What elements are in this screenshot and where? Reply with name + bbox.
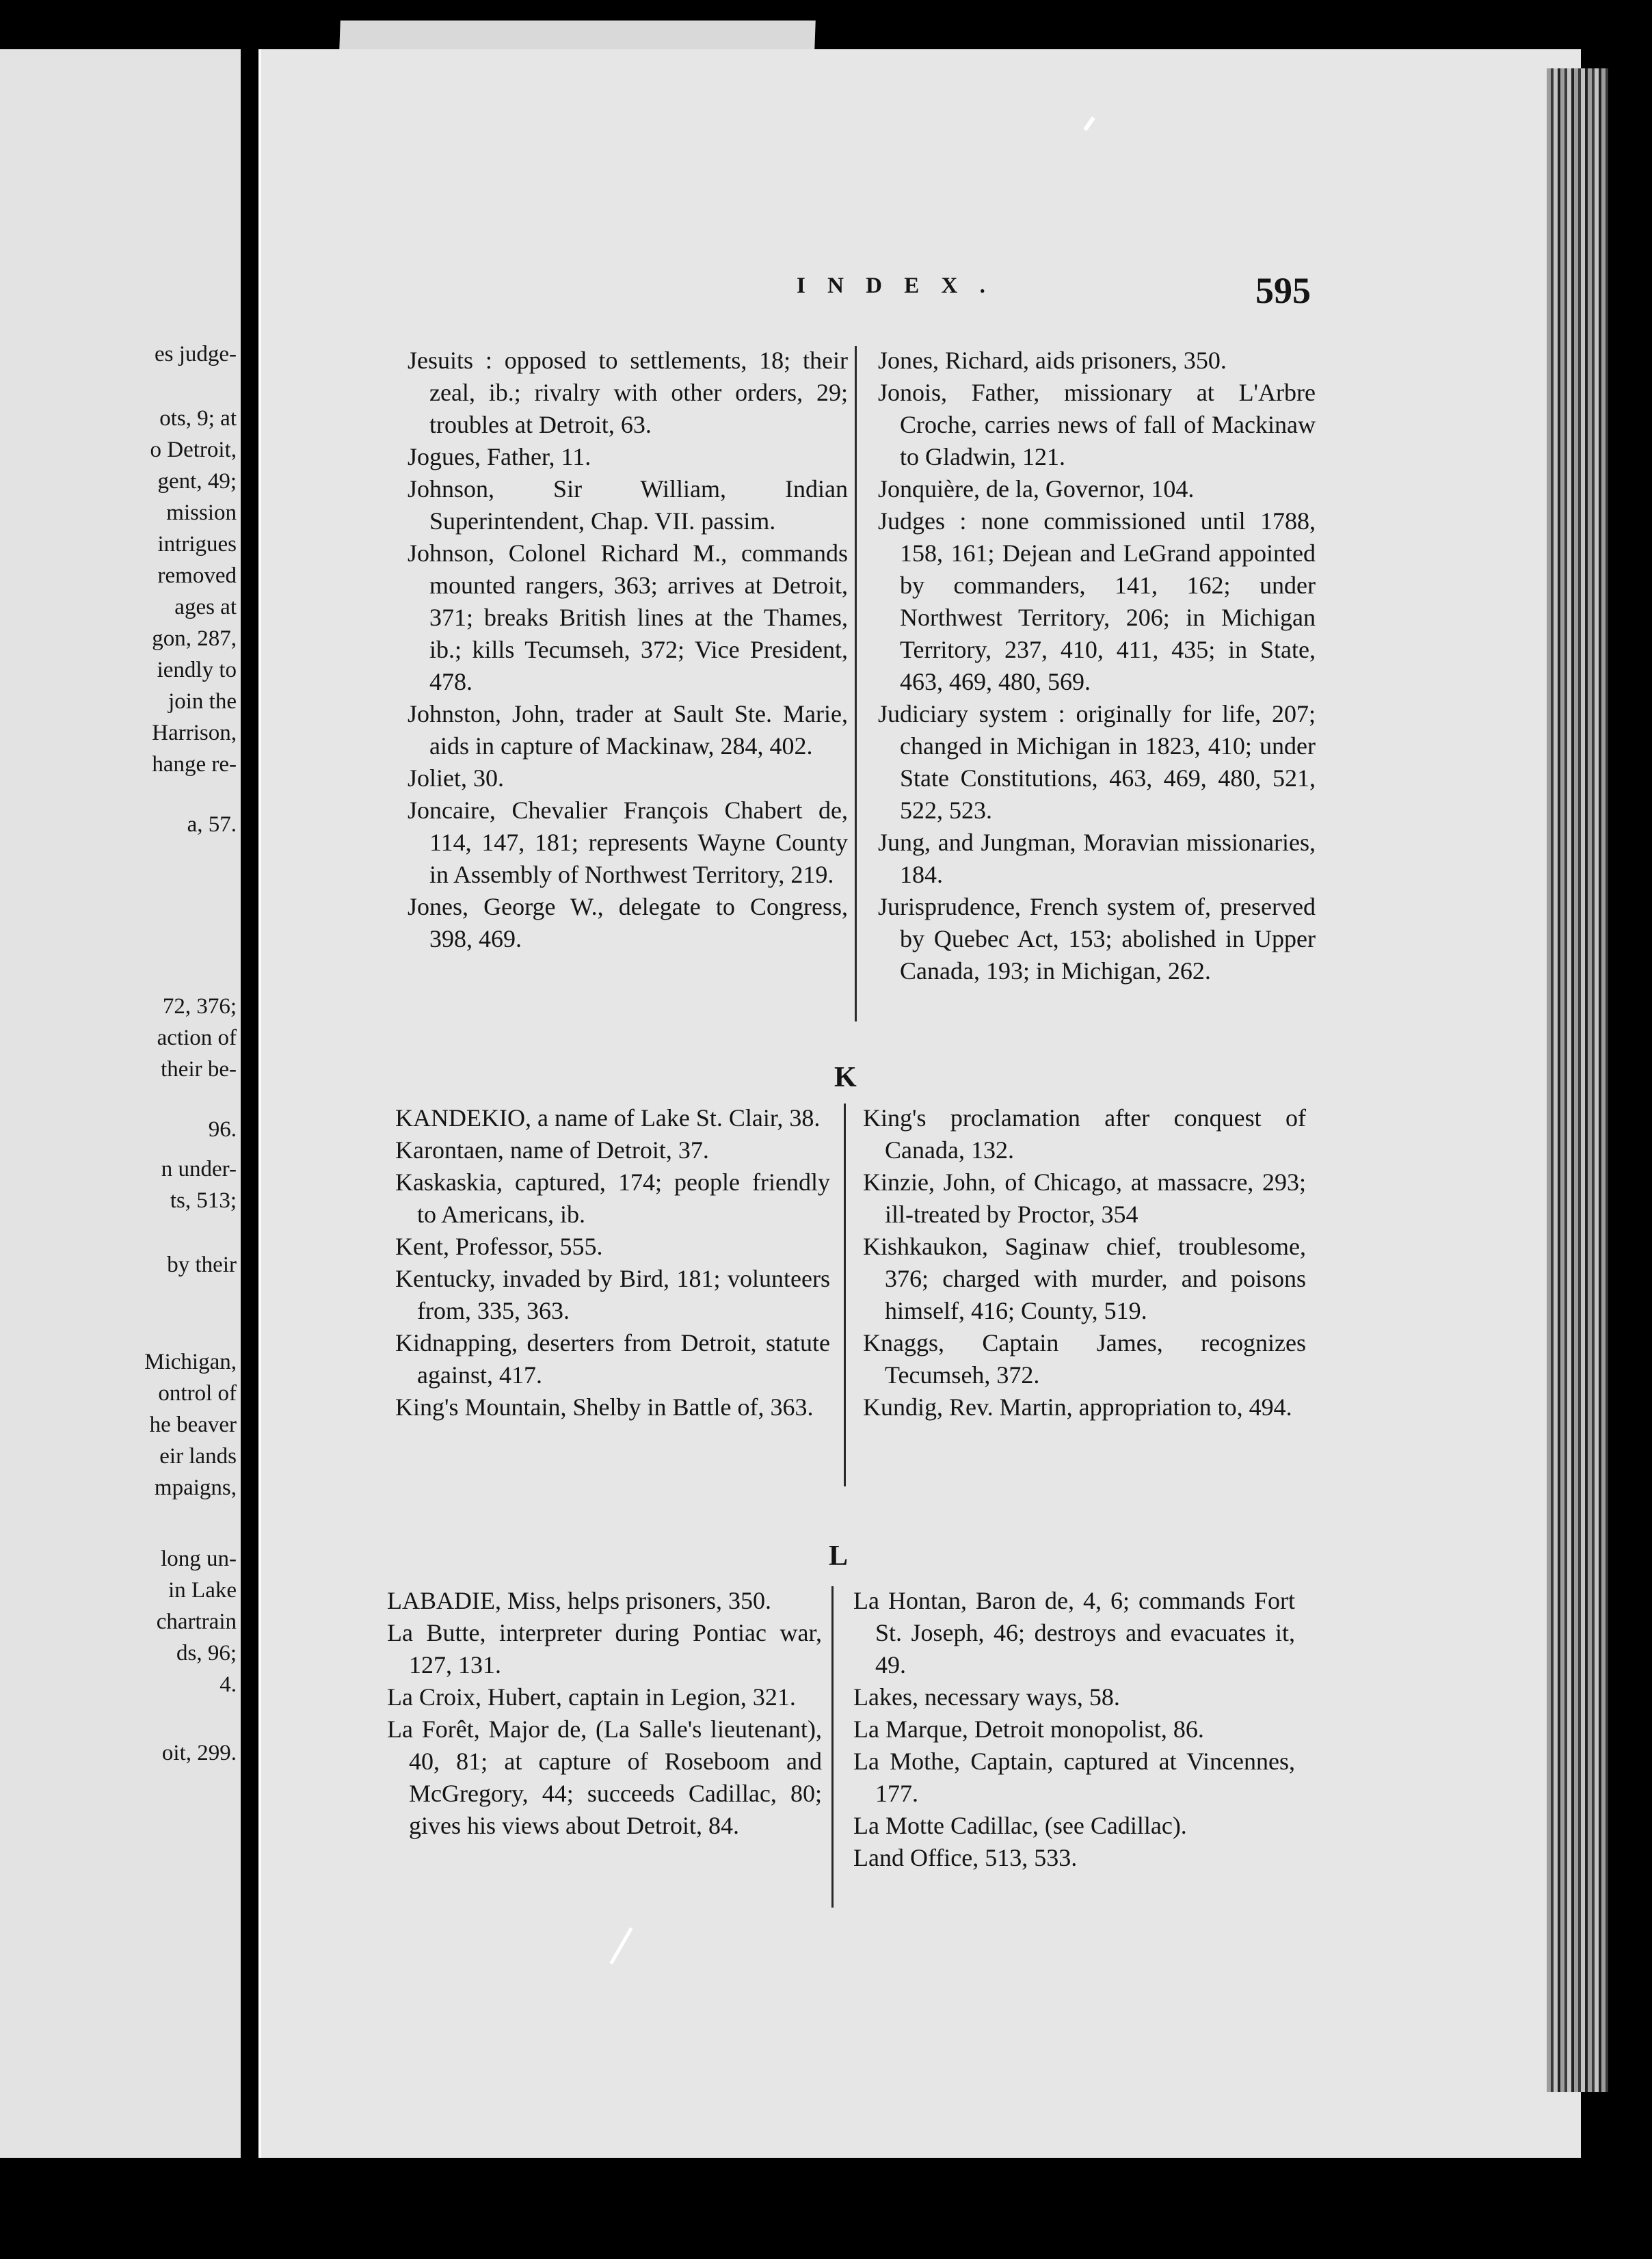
index-entry: La Forêt, Major de, (La Salle's lieutenant), 40, 81; at capture of Roseboom and McGregory, 44; succeeds Cadillac, 80; gives his views about Detroit, 84. [387,1715,822,1839]
page-edges [1547,68,1608,2092]
index-entry: Jurisprudence, French system of, preserved by Quebec Act, 153; abolished in Upper Canada, 193; in Michigan, 262. [878,893,1316,985]
fragment-line: ages at [174,595,237,619]
facing-page-fragment [0,49,241,2158]
section-letter-l: L [829,1540,849,1572]
section-letter-k: K [834,1062,857,1093]
index-entry: Lakes, necessary ways, 58. [853,1683,1120,1711]
index-entry: Judges : none commissioned until 1788, 158, 161; Dejean and LeGrand appointed by commanders, 141, 162; under Northwest Territory, 206; in Michigan Territory, 237, 410, 411, 435; in State, 463, 469, 480, 569. [878,507,1316,695]
l-left-column [387,1585,822,1842]
fragment-line: ts, 513; [170,1188,237,1213]
index-entry: Jonois, Father, missionary at L'Arbre Croche, carries news of fall of Mackinaw to Gladwin, 121. [878,379,1316,470]
index-entry: Jogues, Father, 11. [408,443,591,470]
fragment-line: by their [167,1253,237,1277]
j-left-column [408,345,848,955]
fragment-line: Harrison, [152,721,237,745]
fragment-line: intrigues [157,532,237,557]
fragment-line: mission [166,500,237,525]
fragment-line: es judge- [154,342,237,366]
index-entry: Jesuits : opposed to settlements, 18; their zeal, ib.; rivalry with other orders, 29; troubles at Detroit, 63. [408,347,848,438]
index-entry: Kentucky, invaded by Bird, 181; volunteers from, 335, 363. [395,1265,830,1324]
page-tab [339,21,816,51]
fragment-line: mpaigns, [154,1475,237,1500]
fragment-line: o Detroit, [150,438,237,462]
index-entry: La Butte, interpreter during Pontiac war, 127, 131. [387,1619,822,1679]
index-entry: Kaskaskia, captured, 174; people friendly to Americans, ib. [395,1168,830,1228]
index-entry: Kishkaukon, Saginaw chief, troublesome, 376; charged with murder, and poisons himself, 416; County, 519. [863,1233,1306,1324]
fragment-line: Michigan, [144,1350,237,1374]
index-entry: Joliet, 30. [408,764,504,792]
index-entry: Kent, Professor, 555. [395,1233,603,1260]
index-entry: Knaggs, Captain James, recognizes Tecumseh, 372. [863,1329,1306,1389]
k-right-column [863,1102,1306,1423]
index-entry: KANDEKIO, a name of Lake St. Clair, 38. [395,1104,821,1132]
fragment-line: gent, 49; [157,469,237,494]
l-right-column [853,1585,1295,1874]
index-entry: Kinzie, John, of Chicago, at massacre, 293; ill-treated by Proctor, 354 [863,1168,1306,1228]
j-right-column [878,345,1316,987]
fragment-line: their be- [161,1057,237,1082]
column-rule [844,1104,846,1486]
index-entry: Johnson, Sir William, Indian Superintendent, Chap. VII. passim. [408,475,848,535]
index-entry: LABADIE, Miss, helps prisoners, 350. [387,1587,771,1614]
column-rule [831,1586,834,1908]
index-entry: Jones, Richard, aids prisoners, 350. [878,347,1227,374]
fragment-line: action of [157,1026,237,1050]
index-entry: Joncaire, Chevalier François Chabert de, 114, 147, 181; represents Wayne County in Assembly of Northwest Territory, 219. [408,797,848,888]
index-entry: Land Office, 513, 533. [853,1844,1078,1871]
index-entry: Johnston, John, trader at Sault Ste. Marie, aids in capture of Mackinaw, 284, 402. [408,700,848,760]
index-entry: Jung, and Jungman, Moravian missionaries, 184. [878,829,1316,888]
page-number: 595 [1255,270,1311,311]
index-entry: Johnson, Colonel Richard M., commands mounted rangers, 363; arrives at Detroit, 371; breaks British lines at the Thames, ib.; kills Tecumseh, 372; Vice President, 478. [408,539,848,695]
index-entry: Karontaen, name of Detroit, 37. [395,1136,709,1164]
fragment-line: ots, 9; at [159,406,237,431]
fragment-line: gon, 287, [152,626,237,651]
index-entry: Jonquière, de la, Governor, 104. [878,475,1195,503]
index-entry: La Croix, Hubert, captain in Legion, 321. [387,1683,796,1711]
fragment-line: ds, 96; [176,1641,237,1666]
fragment-line: eir lands [159,1444,237,1469]
fragment-line: 72, 376; [162,994,237,1019]
fragment-line: ontrol of [158,1381,237,1406]
index-entry: La Marque, Detroit monopolist, 86. [853,1715,1204,1743]
fragment-line: chartrain [156,1609,237,1634]
column-rule [855,346,857,1021]
fragment-line: he beaver [149,1413,237,1437]
fragment-line: a, 57. [187,812,237,837]
fragment-line: in Lake [168,1578,237,1603]
fragment-line: n under- [161,1157,237,1181]
index-entry: La Mothe, Captain, captured at Vincennes, 177. [853,1748,1295,1807]
fragment-line: oit, 299. [161,1741,237,1765]
fragment-line: long un- [161,1547,237,1571]
index-entry: Kundig, Rev. Martin, appropriation to, 494. [863,1393,1292,1421]
fragment-line: join the [168,689,237,714]
fragment-line: removed [157,563,237,588]
fragment-line: hange re- [152,752,237,777]
fragment-line: iendly to [157,658,237,682]
index-entry: King's Mountain, Shelby in Battle of, 363. [395,1393,814,1421]
index-entry: La Hontan, Baron de, 4, 6; commands Fort St. Joseph, 46; destroys and evacuates it, 49. [853,1587,1295,1679]
index-entry: King's proclamation after conquest of Canada, 132. [863,1104,1306,1164]
fragment-line: 4. [219,1672,237,1697]
k-left-column [395,1102,830,1423]
running-head: I N D E X . [797,273,994,298]
index-entry: Judiciary system : originally for life, 207; changed in Michigan in 1823, 410; under State Constitutions, 463, 469, 480, 521, 522, 523. [878,700,1316,824]
fragment-line: 96. [208,1117,237,1142]
index-entry: Jones, George W., delegate to Congress, 398, 469. [408,893,848,952]
index-entry: La Motte Cadillac, (see Cadillac). [853,1812,1187,1839]
index-entry: Kidnapping, deserters from Detroit, statute against, 417. [395,1329,830,1389]
